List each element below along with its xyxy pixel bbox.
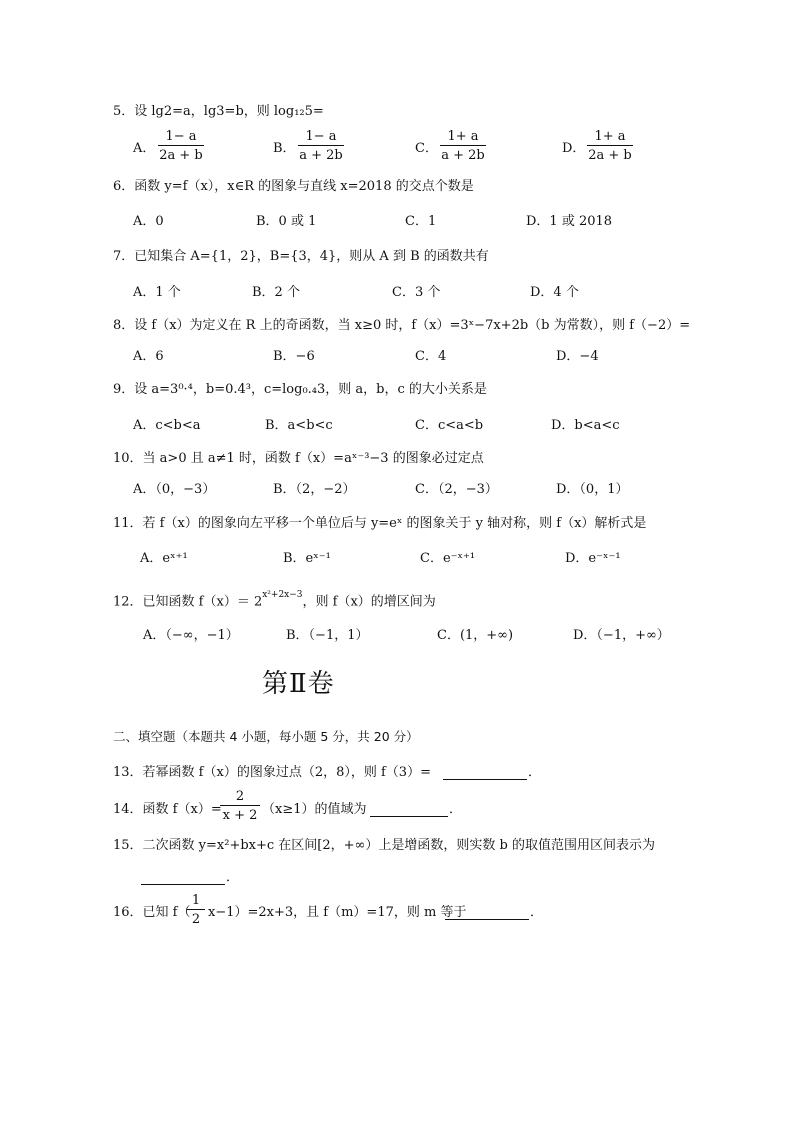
question-8-stem: 8．设 f（x）为定义在 R 上的奇函数，当 x≥0 时，f（x）=3ˣ−7x+2b（b 为常数），则 f（−2）= [113,318,691,333]
q5-option-c-fraction [440,130,486,162]
q8-option-a: A．6 [133,349,164,364]
question-7-stem: 7．已知集合 A={1，2}，B={3，4}，则从 A 到 B 的函数共有 [113,249,489,264]
q6-option-d: D．1 或 2018 [526,214,613,229]
question-14-pre: 14．函数 f（x）= [113,802,222,817]
q15-period: ． [226,870,240,885]
q12-option-d: D．（−1，+∞） [573,628,670,643]
fraction-denominator: 2a + b [159,148,203,163]
q10-option-a: A．（0，−3） [133,482,216,497]
q12-option-a: A．（−∞，−1） [143,628,239,643]
q12-stem-pre: 12．已知函数 f（x）＝ 2 [113,594,263,610]
q11-option-b: B．eˣ⁻¹ [283,551,331,566]
q10-option-c: C．（2，−3） [415,482,498,497]
q10-option-d: D．（0，1） [556,482,629,497]
q5-option-a-fraction [158,130,204,162]
fraction-denominator: a + 2b [299,148,343,163]
fraction-denominator: 2a + b [588,148,632,163]
fraction-numerator: 1− a [158,130,204,146]
q7-option-b: B．2 个 [252,285,300,300]
question-11-stem: 11．若 f（x）的图象向左平移一个单位后与 y=eˣ 的图象关于 y 轴对称，则 f（x）解析式是 [113,516,647,531]
fraction-denominator: x + 2 [222,808,258,823]
q12-option-c: C．(1，+∞) [437,628,514,643]
q10-option-b: B．（2，−2） [273,482,356,497]
q11-option-d: D．e⁻ˣ⁻¹ [565,551,621,566]
q9-option-c: C．c<a<b [415,418,484,433]
q16-period: ． [530,905,544,920]
q9-option-b: B．a<b<c [265,418,333,433]
q11-option-a: A．eˣ⁺¹ [140,551,188,566]
question-14-post: （x≥1）的值域为 [262,802,367,817]
part-title: 第Ⅱ卷 [262,669,335,699]
fraction-denominator: 2 [191,912,201,927]
q9-option-a: A．c<b<a [133,418,201,433]
q14-answer-blank[interactable] [370,802,448,817]
question-16-pre: 16．已知 f（ [113,905,191,920]
q16-fraction [187,894,205,926]
question-6-stem: 6．函数 y=f（x），x∈R 的图象与直线 x=2018 的交点个数是 [113,179,474,194]
q12-exponent: x²+2x−3 [262,590,303,600]
fraction-numerator: 1 [187,894,205,910]
question-15-text: 15．二次函数 y=x²+bx+c 在区间[2，+∞）上是增函数，则实数 b 的取值范围用区间表示为 [113,838,655,853]
q6-option-b: B．0 或 1 [256,214,317,229]
q8-option-b: B．−6 [273,349,315,364]
question-12-stem [113,590,436,610]
q5-option-d-fraction [587,130,633,162]
q14-period: ． [449,802,463,817]
q5-option-a-label: A． [133,141,156,156]
q12-stem-post: ，则 f（x）的增区间为 [302,594,436,610]
q15-answer-blank[interactable] [141,870,225,885]
question-5-stem: 5．设 lg2=a，lg3=b，则 log₁₂5= [113,104,324,119]
q6-option-a: A．0 [133,214,164,229]
q5-option-d-label: D． [562,141,586,156]
q5-option-b-fraction [298,130,344,162]
question-13-text: 13．若幂函数 f（x）的图象过点（2，8），则 f（3）= [113,765,431,780]
fraction-numerator: 2 [220,790,260,806]
q13-period: ． [528,765,542,780]
q13-answer-blank[interactable] [443,765,527,780]
q12-option-b: B．（−1，1） [286,628,369,643]
question-9-stem: 9．设 a=3⁰·⁴，b=0.4³，c=log₀.₄3，则 a，b，c 的大小关系是 [113,382,487,397]
q7-option-c: C．3 个 [392,285,441,300]
q5-option-c-label: C． [415,141,438,156]
section-heading: 二、填空题（本题共 4 小题，每小题 5 分，共 20 分） [113,729,419,744]
q11-option-c: C．e⁻ˣ⁺¹ [420,551,476,566]
q8-option-d: D．−4 [556,349,599,364]
fraction-denominator: a + 2b [441,148,485,163]
fraction-numerator: 1+ a [587,130,633,146]
q7-option-d: D．4 个 [530,285,579,300]
q16-answer-blank[interactable] [445,905,529,920]
q6-option-c: C．1 [405,214,437,229]
fraction-numerator: 1− a [298,130,344,146]
q8-option-c: C．4 [415,349,447,364]
q14-fraction [220,790,260,822]
q5-option-b-label: B． [273,141,296,156]
q7-option-a: A．1 个 [133,285,181,300]
q9-option-d: D．b<a<c [551,418,620,433]
fraction-numerator: 1+ a [440,130,486,146]
question-10-stem: 10．当 a>0 且 a≠1 时，函数 f（x）=aˣ⁻³−3 的图象必过定点 [113,451,484,466]
question-16-mid: x−1）=2x+3，且 f（m）=17，则 m 等于 [208,905,467,920]
